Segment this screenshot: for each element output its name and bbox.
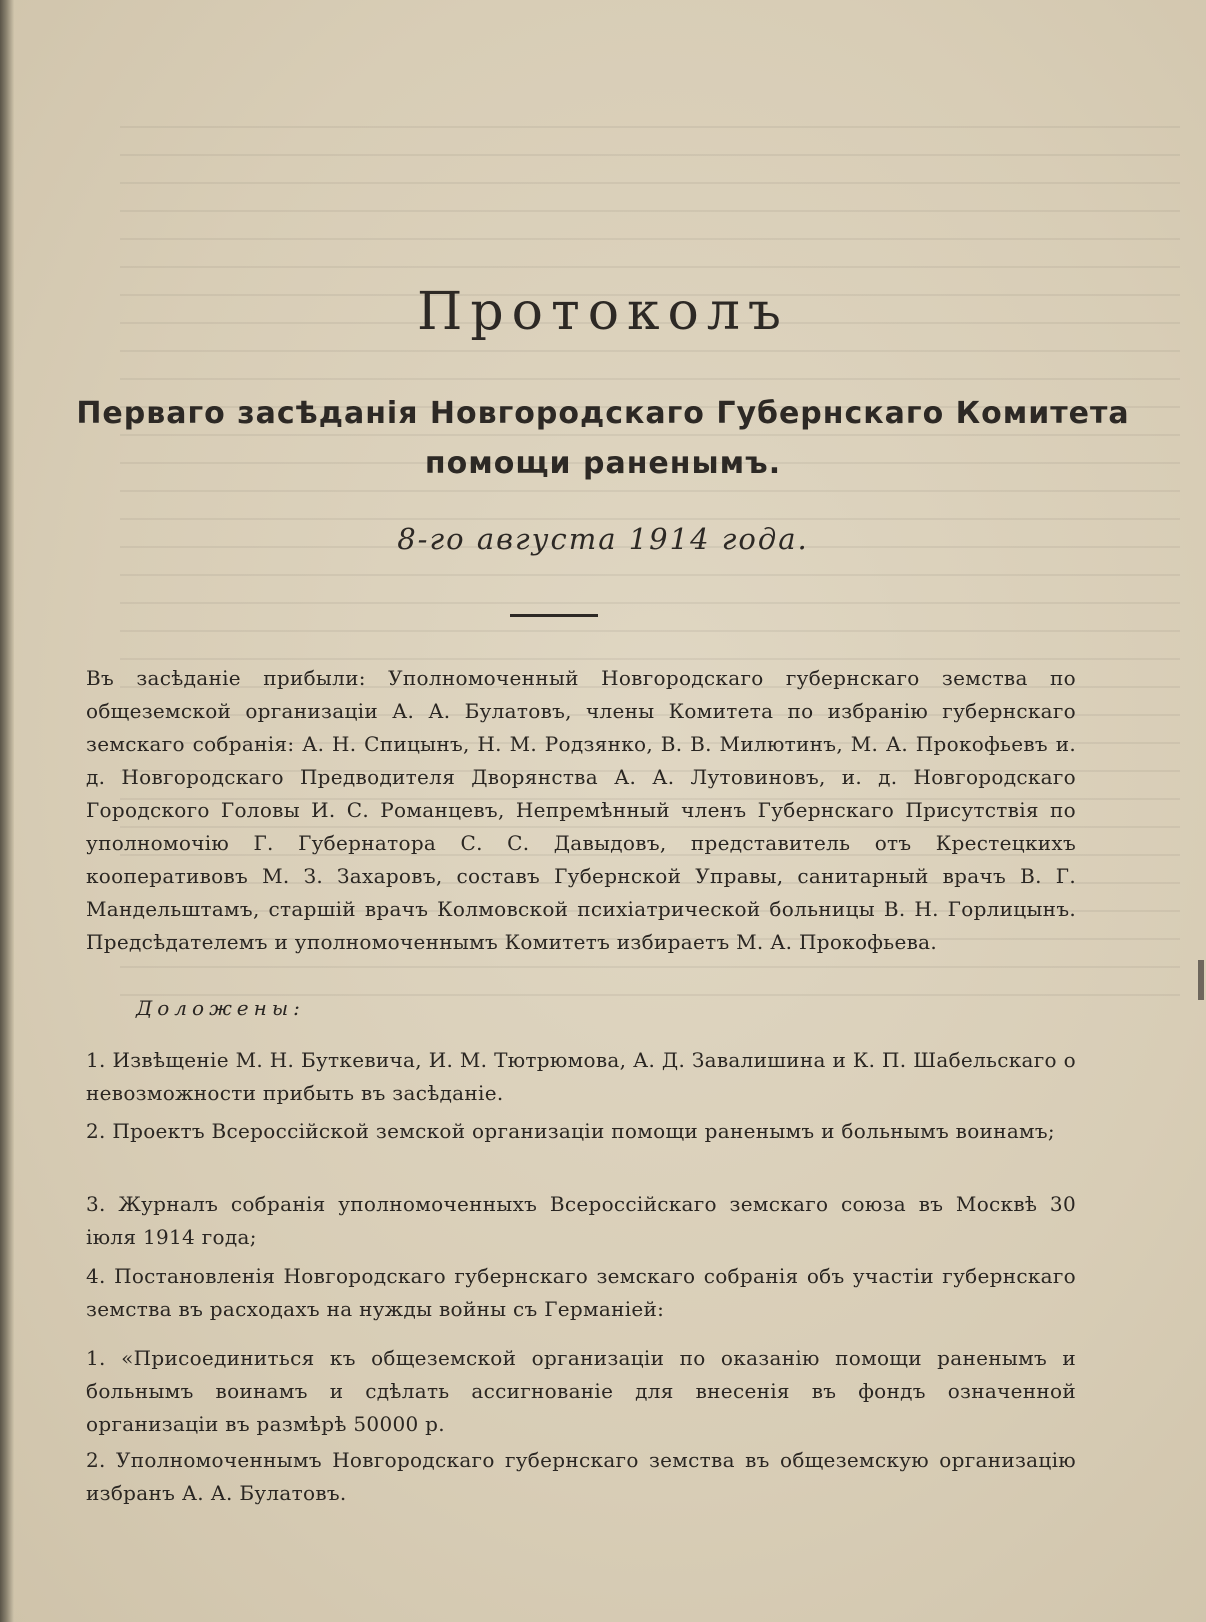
attendance-text: Въ засѣданіе прибыли: Уполномоченный Новгородскаго губернскаго земства по общеземской организаціи А. А. Булатовъ, члены Комитета по избранію губернскаго земскаго собранія: А. Н. Спицынъ, Н. М. Родзянко, В. В. Милютинъ, М. А. Прокофьевъ и. д. Новгородскаго Предводителя Дворянства А. А. Лутовиновъ, и. д. Новгородскаго Городского Головы И. С. Романцевъ, Непремѣнный членъ Губернскаго Присутствія по уполномочію Г. Губернатора С. С. Давыдовъ, представитель отъ Крестецкихъ кооперативовъ М. З. Захаровъ, составъ Губернской Управы, санитарный врачъ В. Г. Мандельштамъ, старшій врачъ Колмовской психіатрической больницы В. Н. Горлицынъ. Предсѣдателемъ и уполномоченнымъ Комитетъ избираетъ М. А. Прокофьева. <box>86 666 1076 954</box>
item-text: Журналъ собранія уполномоченныхъ Всероссійскаго земскаго союза въ Москвѣ 30 іюля 1914 года; <box>86 1192 1076 1249</box>
list-item <box>86 1115 1076 1148</box>
sub-item-number: 1. <box>86 1346 106 1370</box>
sub-item-number: 2. <box>86 1448 106 1472</box>
edge-mark <box>1198 960 1204 1000</box>
sub-list-item <box>86 1444 1076 1510</box>
list-item <box>86 1044 1076 1110</box>
sub-item-text: Уполномоченнымъ Новгородскаго губернскаго земства въ общеземскую организацію избранъ А. А. Булатовъ. <box>86 1448 1076 1505</box>
sub-item-text: «Присоединиться къ общеземской организаціи по оказанію помощи раненымъ и больнымъ воинамъ и сдѣлать ассигнованіе для внесенія въ фондъ означенной организаціи въ размѣрѣ 50000 р. <box>86 1346 1076 1436</box>
book-spine-shadow <box>0 0 14 1622</box>
attendance-paragraph <box>86 662 1076 959</box>
item-text: Проектъ Всероссійской земской организаціи помощи раненымъ и больнымъ воинамъ; <box>112 1119 1055 1143</box>
item-number: 1. <box>86 1048 106 1072</box>
item-text: Постановленія Новгородскаго губернскаго земскаго собранія объ участіи губернскаго земства въ расходахъ на нужды войны съ Германіей: <box>86 1264 1076 1321</box>
item-number: 4. <box>86 1264 106 1288</box>
item-text: Извѣщеніе М. Н. Буткевича, И. М. Тютрюмова, А. Д. Завалишина и К. П. Шабельскаго о невозможности прибыть въ засѣданіе. <box>86 1048 1076 1105</box>
item-number: 2. <box>86 1119 106 1143</box>
title-divider <box>510 614 598 617</box>
reported-heading: Доложены: <box>136 996 305 1020</box>
item-number: 3. <box>86 1192 106 1216</box>
list-item <box>86 1188 1076 1254</box>
list-item <box>86 1260 1076 1326</box>
document-subtitle-line1: Перваго засѣданія Новгородскаго Губернскаго Комитета <box>76 396 1130 431</box>
document-date: 8-го августа 1914 года. <box>397 522 809 556</box>
sub-list-item <box>86 1342 1076 1441</box>
document-title: Протоколъ <box>417 282 789 342</box>
document-subtitle-line2: помощи раненымъ. <box>424 446 782 481</box>
